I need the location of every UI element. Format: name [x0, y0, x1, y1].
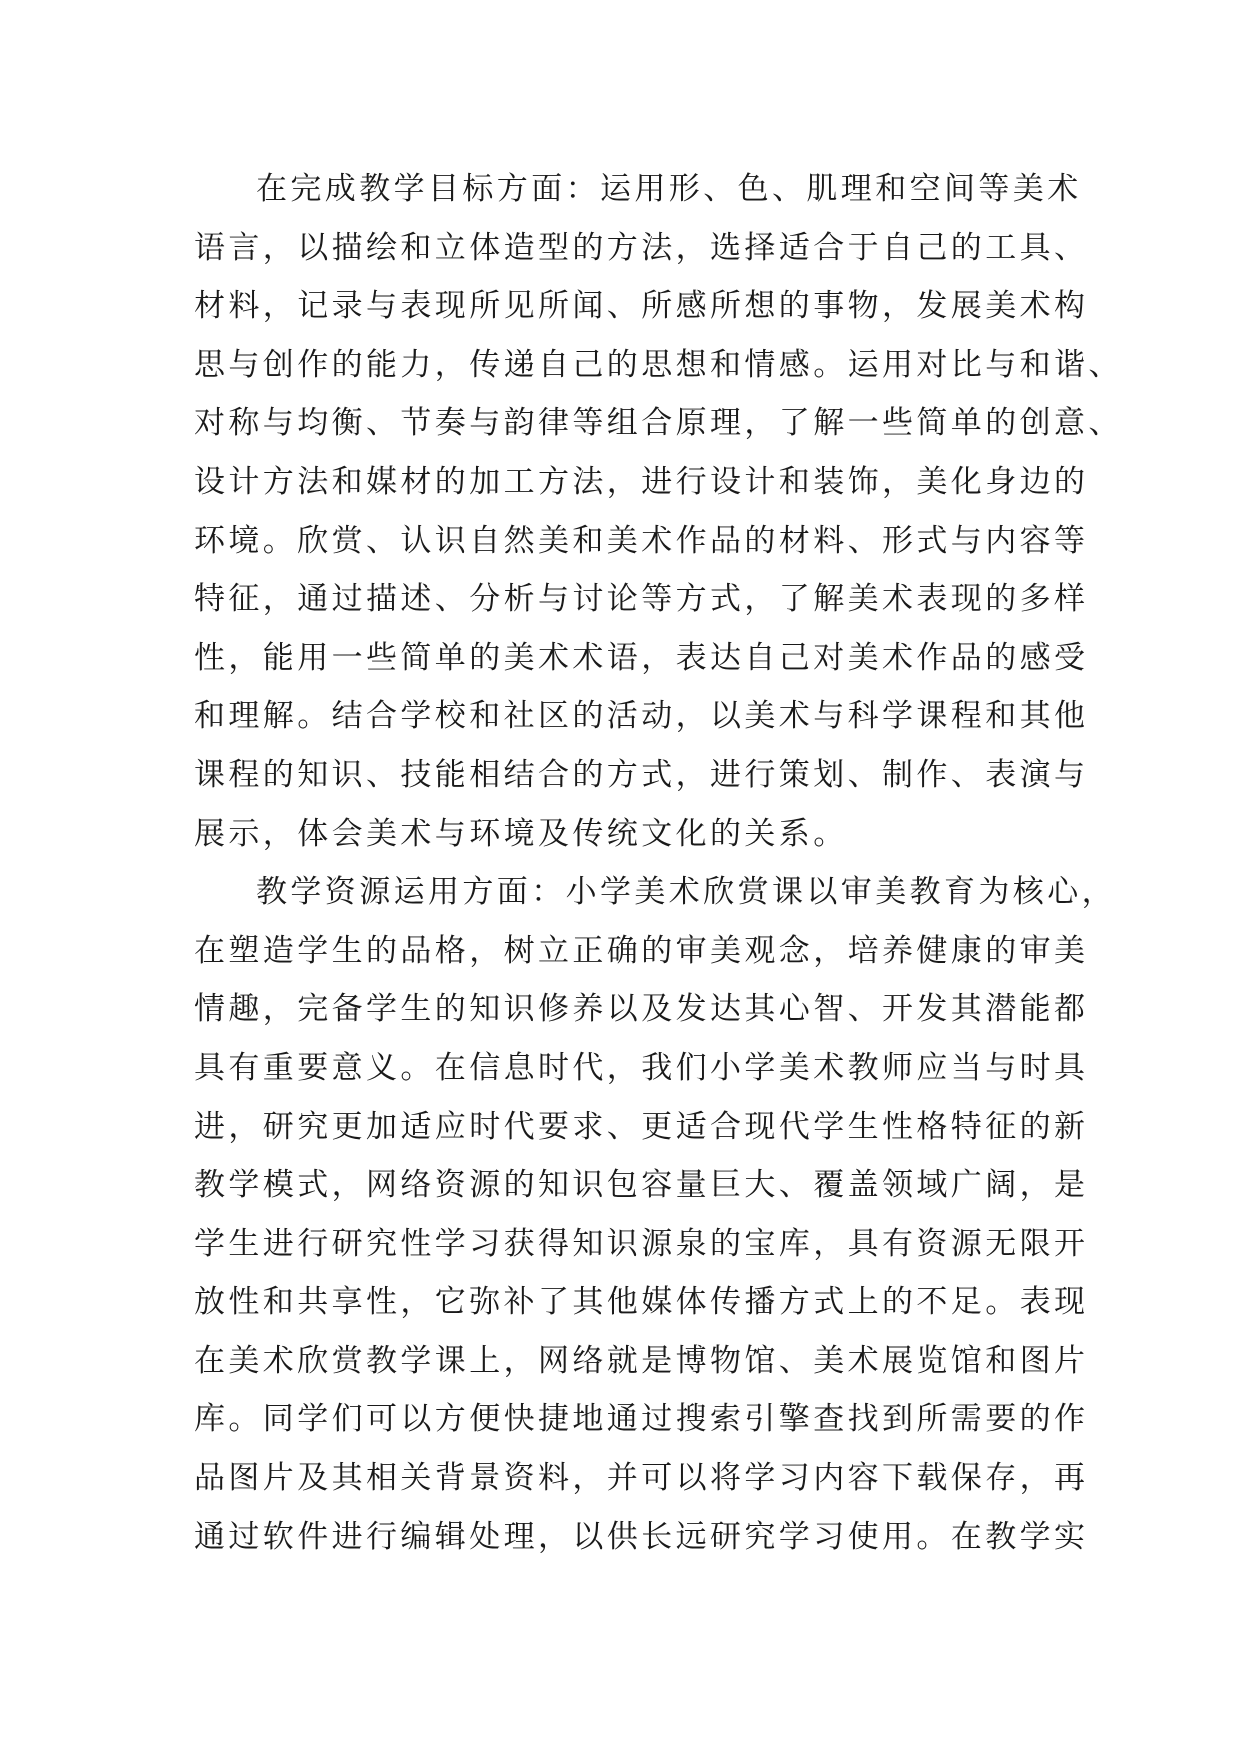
- text-line: 思与创作的能力，传递自己的思想和情感。运用对比与和谐、: [194, 346, 1123, 383]
- paragraph-teaching-goals: [194, 160, 1123, 863]
- text-line: 进，研究更加适应时代要求、更适合现代学生性格特征的新: [194, 1108, 1089, 1145]
- text-line: 通过软件进行编辑处理，以供长远研究学习使用。在教学实: [194, 1518, 1089, 1555]
- text-line: 设计方法和媒材的加工方法，进行设计和装饰，美化身边的: [194, 463, 1089, 500]
- text-line: 在塑造学生的品格，树立正确的审美观念，培养健康的审美: [194, 932, 1089, 969]
- text-line: 学生进行研究性学习获得知识源泉的宝库，具有资源无限开: [194, 1225, 1089, 1262]
- text-line: 情趣，完备学生的知识修养以及发达其心智、开发其潜能都: [194, 991, 1089, 1028]
- paragraph-teaching-resources: [194, 863, 1116, 1566]
- text-line: 品图片及其相关背景资料，并可以将学习内容下载保存，再: [194, 1460, 1089, 1497]
- text-line: 环境。欣赏、认识自然美和美术作品的材料、形式与内容等: [194, 522, 1089, 559]
- text-line: 课程的知识、技能相结合的方式，进行策划、制作、表演与: [194, 756, 1089, 793]
- text-line: 在完成教学目标方面：运用形、色、肌理和空间等美术: [256, 171, 1082, 207]
- text-line: 放性和共享性，它弥补了其他媒体传播方式上的不足。表现: [194, 1284, 1089, 1321]
- text-line: 特征，通过描述、分析与讨论等方式，了解美术表现的多样: [194, 581, 1089, 618]
- text-line: 和理解。结合学校和社区的活动，以美术与科学课程和其他: [194, 698, 1089, 735]
- text-line: 对称与均衡、节奏与韵律等组合原理，了解一些简单的创意、: [194, 405, 1123, 442]
- document-body: [194, 160, 1123, 1566]
- text-line: 教学资源运用方面：小学美术欣赏课以审美教育为核心，: [256, 874, 1116, 911]
- text-line: 具有重要意义。在信息时代，我们小学美术教师应当与时具: [194, 1049, 1089, 1086]
- text-line: 在美术欣赏教学课上，网络就是博物馆、美术展览馆和图片: [194, 1342, 1089, 1379]
- text-line: 语言，以描绘和立体造型的方法，选择适合于自己的工具、: [194, 229, 1089, 266]
- text-line: 教学模式，网络资源的知识包容量巨大、覆盖领域广阔，是: [194, 1167, 1089, 1204]
- text-line: 性，能用一些简单的美术术语，表达自己对美术作品的感受: [194, 639, 1089, 676]
- text-line: 库。同学们可以方便快捷地通过搜索引擎查找到所需要的作: [194, 1401, 1089, 1438]
- text-line: 展示，体会美术与环境及传统文化的关系。: [194, 815, 848, 852]
- text-line: 材料，记录与表现所见所闻、所感所想的事物，发展美术构: [194, 288, 1089, 325]
